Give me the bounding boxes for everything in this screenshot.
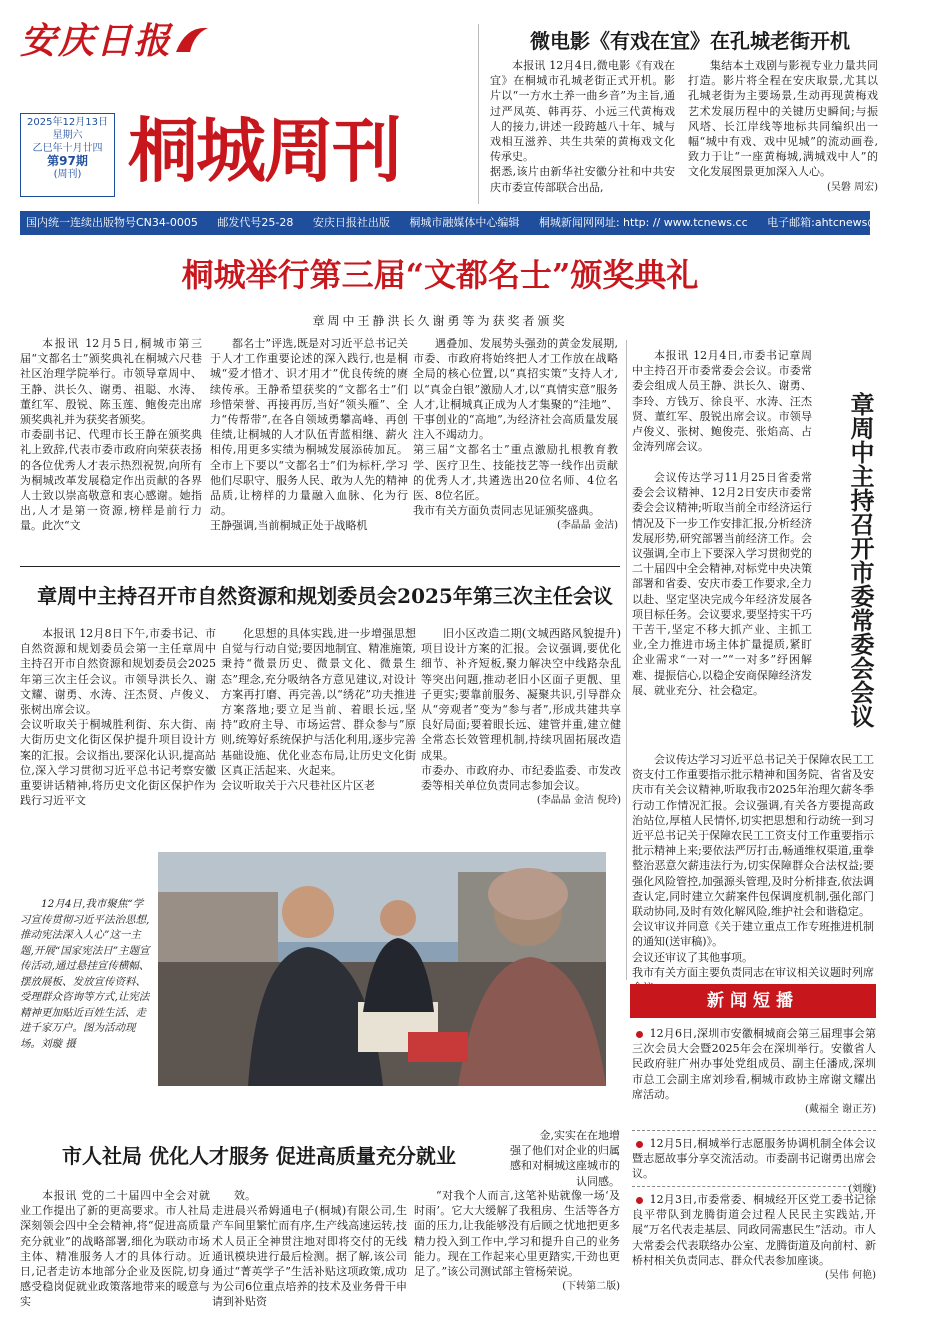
film-article-col1 (490, 58, 675, 208)
resource-col3 (421, 626, 621, 812)
event-photo (158, 852, 606, 1086)
info-publisher: 安庆日报社出版 (312, 216, 390, 229)
brief-byline-2: (刘璇) (848, 1183, 876, 1195)
brief-byline-3: (吴伟 何艳) (825, 1270, 876, 1282)
committee-headline: 章周中主持召开市委常委会会议 (846, 392, 874, 728)
column-divider (478, 24, 479, 204)
brief-divider (632, 1186, 876, 1187)
hr-text-2: 效。 走进晨兴希姆通电子(桐城)有限公司,生产车间里繁忙而有序,生产线高速运转,技术人员正全神贯注地对即将交付的无线通讯模块进行最后检测。据了解,该公司通过“菁英学子”生活补贴这项政策,成功为公司6位重点培养的技术及业务骨干申请到补贴资 (212, 1189, 407, 1309)
hr-col2 (212, 1188, 407, 1316)
hr-text-3: “对我个人而言,这笔补贴就像一场‘及时雨’。它大大缓解了我租房、生活等各方面的压力,让我能够没有后顾之忧地把更多精力投入到工作中,学习和提升自己的业务能力。现在工作起来心里更踏实,干劲也更足了。”该公司测试部主管杨荣说。 (414, 1189, 620, 1279)
hr-headline: 市人社局 优化人才服务 促进高质量充分就业 (62, 1144, 456, 1168)
lead-headline: 桐城举行第三届“文都名士”颁奖典礼 (181, 256, 699, 294)
lead-col2 (210, 336, 408, 552)
supplement-title: 桐城周刊 (128, 109, 400, 192)
resource-byline: (李晶晶 金洁 倪玲) (536, 795, 621, 807)
hr-text-1: 本报讯 党的二十届四中全会对就业工作提出了新的更高要求。市人社局深刻领会四中全会精神,将“促进高质量充分就业”的战略部署,细化为联动市场主体、精准服务人才的具体行动。近日,记者走访本地部分企业及医院,切身感受稳岗促就业政策落地带来的暖意与实 (20, 1189, 210, 1309)
issue-frequency: (周刊) (53, 169, 82, 180)
hr-col1 (20, 1188, 210, 1316)
brief-byline-1: (戴福全 谢正芳) (805, 1104, 876, 1116)
logo-swoosh-icon (172, 22, 212, 58)
brief-text-1: 12月6日,深圳市安徽桐城商会第三届理事会第三次会员大会暨2025年会在深圳举行。安徽省人民政府驻广州办事处党组成员、副主任潘成,深圳市总工会副主席刘珍看,桐城市政协主席谢文耀出席活动。 (632, 1027, 876, 1101)
film-byline: (吴磐 周宏) (827, 181, 878, 193)
resource-headline: 章周中主持召开市自然资源和规划委员会2025年第三次主任会议 (37, 584, 613, 608)
photo-illustration (158, 852, 606, 1086)
committee-text-3: 会议传达学习习近平总书记关于保障农民工工资支付工作重要指示批示精神和国务院、省省及安庆市有关会议精神,听取我市2025年治理欠薪冬季行动工作情况汇报。会议强调,有关各方要提高政治站位,厚植人民情怀,切实把思想和行动统一到习近平总书记关于保障农民工工资支付工作重要指示批示精神上来;要依法严厉打击,畅通维权渠道,重拳整治恶意欠薪违法行为,切实保障群众合法权益;要强化风险管控,加强源头管理,及时分析排查,依法调查认定,同时建立欠薪案件包保调度机制,强化部门联动协同,及时有效化解风险,维护社会和谐稳定。 会议审议并同意《关于建立重点工作专班推进机制的通知(送审稿)》。 会议还审议了其他事项。 我市有关方面主要负责同志在审议相关议题时列席 (632, 753, 874, 979)
hr-aside-text: 金,实实在在地增强了他们对企业的归属感和对桐城这座城市的认同感。 (510, 1129, 620, 1188)
brief-item (632, 1026, 876, 1126)
committee-col1 (632, 348, 812, 468)
newspaper-logo: 安庆日报 (20, 20, 173, 62)
issue-number: 第97期 (47, 154, 88, 168)
briefs-header: 新闻短播 (630, 984, 876, 1018)
resource-text-3: 旧小区改造二期(文城西路风貌提升)项目设计方案的汇报。会议强调,要优化细节、补齐短板,聚力解决空中线路杂乱等突出问题,推动老旧小区面子更靓、里子更实;要靠前服务、凝聚共识,引导群众从“旁观者”变为“参与者”,形成共建共享良好局面;要着眼长远、建管并重,建立健全常态长效管理机制,持续巩固拓展改造成果。 市委办、市政府办、市纪委监委、市发改委等相关单位负责同志参加会议。 (421, 627, 621, 793)
film-text-b: 集结本土戏剧与影视专业力量共同打造。影片将全程在安庆取景,尤其以孔城老街为主要场景,生动再现黄梅戏艺术发展历程中的关键历史瞬间;与振风塔、长江岸线等地标共同编织出一幅“城中有戏、戏中见城”的流动画卷,致力于让“一座黄梅城,满城戏中人”的文化发展图景更加深入人心。 (688, 59, 878, 179)
film-headline: 微电影《有戏在宜》在孔城老街开机 (530, 29, 850, 53)
hr-continued: (下转第二版) (562, 1281, 620, 1293)
photo-caption: 12月4日,我市聚焦“学习宣传贯彻习近平法治思想,推动宪法深入人心”这一主题,开展“国家宪法日”主题宣传活动,通过悬挂宣传横幅、摆放展板、发放宣传资料、受理群众咨询等方式,让宪法精神更加贴近百姓生活、走进千家万户。图为活动现场。刘璇 摄 (20, 898, 150, 1050)
film-text-a: 本报讯 12月4日,微电影《有戏在宜》在桐城市孔城老街正式开机。影片以“一方水土养一曲乡音”为主旨,通过严凤英、韩再芬、小远三代黄梅戏人的接力,讲述一段跨越八十年、城与戏相互滋养、共生共荣的黄梅戏文化传承史。 据悉,该片由新华社安徽分社和中共安庆市委宣传部联合出品, (490, 59, 675, 194)
committee-col2 (632, 470, 812, 750)
lead-text-3: 遇叠加、发展势头强劲的黄金发展期,市委、市政府将始终把人才工作放在战略全局的核心位置,以“真招实策”支持人才,以“真金白银”激励人才,以“真情实意”服务人才,让桐城真正成为人才集聚的“洼地”、干事创业的“高地”,为经济社会高质量发展注入不竭动力。 第三届“文都名士”重点激励扎根教育教学、医疗卫生、技能技艺等一线作出贡献的优秀人才,共遴选出20位名师、4位名医、8位名匠。 我市有关方面负责同志见证颁奖盛典。 (413, 337, 618, 518)
info-editor: 桐城市融媒体中心编辑 (409, 216, 520, 229)
resource-col2 (221, 626, 416, 812)
committee-text-1: 本报讯 12月4日,市委书记章周中主持召开市委常委会会议。市委常委会组成人员王静、洪长久、谢勇、李玲、方钱万、徐良平、水涛、汪杰贤、董红军、殷锐出席会议。市领导卢俊义、张树、鲍俊売、张焰高、占金涛列席会议。 (632, 349, 812, 454)
brief-item (632, 1192, 876, 1316)
lead-byline: (李晶晶 金洁) (557, 520, 618, 532)
resource-col1 (20, 626, 216, 812)
hr-col3 (414, 1188, 620, 1316)
brief-text-3: 12月3日,市委常委、桐城经开区党工委书记徐良平带队到龙腾街道会过程人民民主实践站,开展“万名代表走基层、同政同需惠民生”活动。市人大常委会代表联络办公室、龙腾街道及向前村、新桥村相关负责同志、群众代表参加座谈。 (632, 1193, 876, 1267)
publication-info-bar (20, 211, 927, 235)
info-postal: 邮发代号25-28 (217, 216, 294, 229)
info-email[interactable]: 电子邮箱:ahtcnews@163.com (767, 216, 927, 229)
committee-text-2: 会议传达学习11月25日省委常委会会议精神、12月2日安庆市委常委会会议精神;听取当前全市经济运行情况及下一步工作安排汇报,分析经济发展形势,研究部署当前经济工作。会议强调,全市上下要深入学习贯彻党的二十届四中全会精神,对标党中央决策部署和省委、安庆市委工作要求,全力以赴、坚定坚决完成今年经济发展各项目标任务。会议要求,要坚持实干巧干苦干,坚定不移大抓产业、主抓工业,全力推进市场主体扩量提质,紧盯企业需求“一对一”“一对多”纾困解难、提振信心,以稳企安商保障经济发展、就业充分、社会稳定。 (632, 471, 812, 697)
film-article-col2 (688, 58, 878, 208)
issue-weekday: 星期六 (52, 130, 83, 141)
resource-text-1: 本报讯 12月8日下午,市委书记、市自然资源和规划委员会第一主任章周中主持召开市自然资源和规划委员会2025年第三次主任会议。市领导洪长久、谢文耀、谢勇、水涛、汪杰贤、卢俊义、张树出席会议。 会议听取关于桐城胜利街、东大街、南大街历史文化街区保护提升项目设计方案的汇报。会议指出,要深化认识,提高站位,深入学习贯彻习近平总书记考察安徽重要讲话精神,将历史文化街区保护作为践行习近平文 (20, 627, 216, 808)
issue-datebox (20, 113, 115, 197)
lead-col1 (20, 336, 202, 552)
lead-subheadline: 章周中王静洪长久谢勇等为获奖者颁奖 (312, 314, 568, 328)
brief-item (632, 1136, 876, 1195)
lead-text-1: 本报讯 12月5日,桐城市第三届“文都名士”颁奖典礼在桐城六尺巷社区治理学院举行。市领导章周中、王静、洪长久、谢勇、祖聪、水涛、董红军、殷锐、陈玉莲、鲍俊売出席颁奖典礼并为获奖者颁奖。 市委副书记、代理市长王静在颁奖典礼上致辞,代表市委市政府向荣获表扬的各位优秀人才表示热烈祝贺,向所有为桐城改革发展稳定作出贡献的各界人士致以崇高敬意和衷心感谢。她指出,人才是第一资源,榜样是前行力量。此次“文 (20, 337, 202, 533)
info-website[interactable]: 桐城新闻网网址: http: // www.tcnews.cc (538, 216, 748, 229)
issue-date: 2025年12月13日 (27, 117, 108, 128)
section-rule (20, 566, 620, 567)
resource-text-2: 化思想的具体实践,进一步增强思想自觉与行动自觉;要因地制宜、精准施策,秉持“微景历史、微景文化、微景生态”理念,充分吸纳各方意见建议,对设计方案再打磨、再完善,以“绣花”功夫推进方案落地;要立足当前、着眼长远,坚持“政府主导、市场运营、群众参与”原则,统筹好系统保护与活化利用,逐步完善基础设施、优化业态布局,让历史文化街区真正活起来、火起来。 会议听取关于六尺巷社区片区老 (221, 627, 416, 793)
committee-col3 (632, 752, 874, 978)
lead-text-2: 都名士”评选,既是对习近平总书记关于人才工作重要论述的深入践行,也是桐城“爱才惜才、识才用才”优良传统的赓续传承。王静希望获奖的“文都名士”们珍惜荣誉、再接再厉,当好“领头雁”、全力“传帮带”,在各自领域勇攀高峰、再创佳绩,让桐城的人才队伍青蓝相继、薪火相传,用更多实绩为桐城发展添砖加瓦。全市上下要以“文都名士”们为标杆,学习他们尽职守、服务人民、敢为人先的精神品质,让榜样的力量融入血脉、化为行动。 王静强调,当前桐城正处于战略机 (210, 337, 408, 533)
info-cn: 国内统一连续出版物号CN34-0005 (26, 216, 198, 229)
column-divider (626, 340, 627, 980)
lead-col3 (413, 336, 618, 552)
brief-text-2: 12月5日,桐城举行志愿服务协调机制全体会议暨志愿故事分享交流活动。市委副书记谢勇出席会议。 (632, 1137, 876, 1181)
brief-divider (632, 1130, 876, 1131)
issue-lunar: 乙巳年十月廿四 (32, 143, 103, 154)
